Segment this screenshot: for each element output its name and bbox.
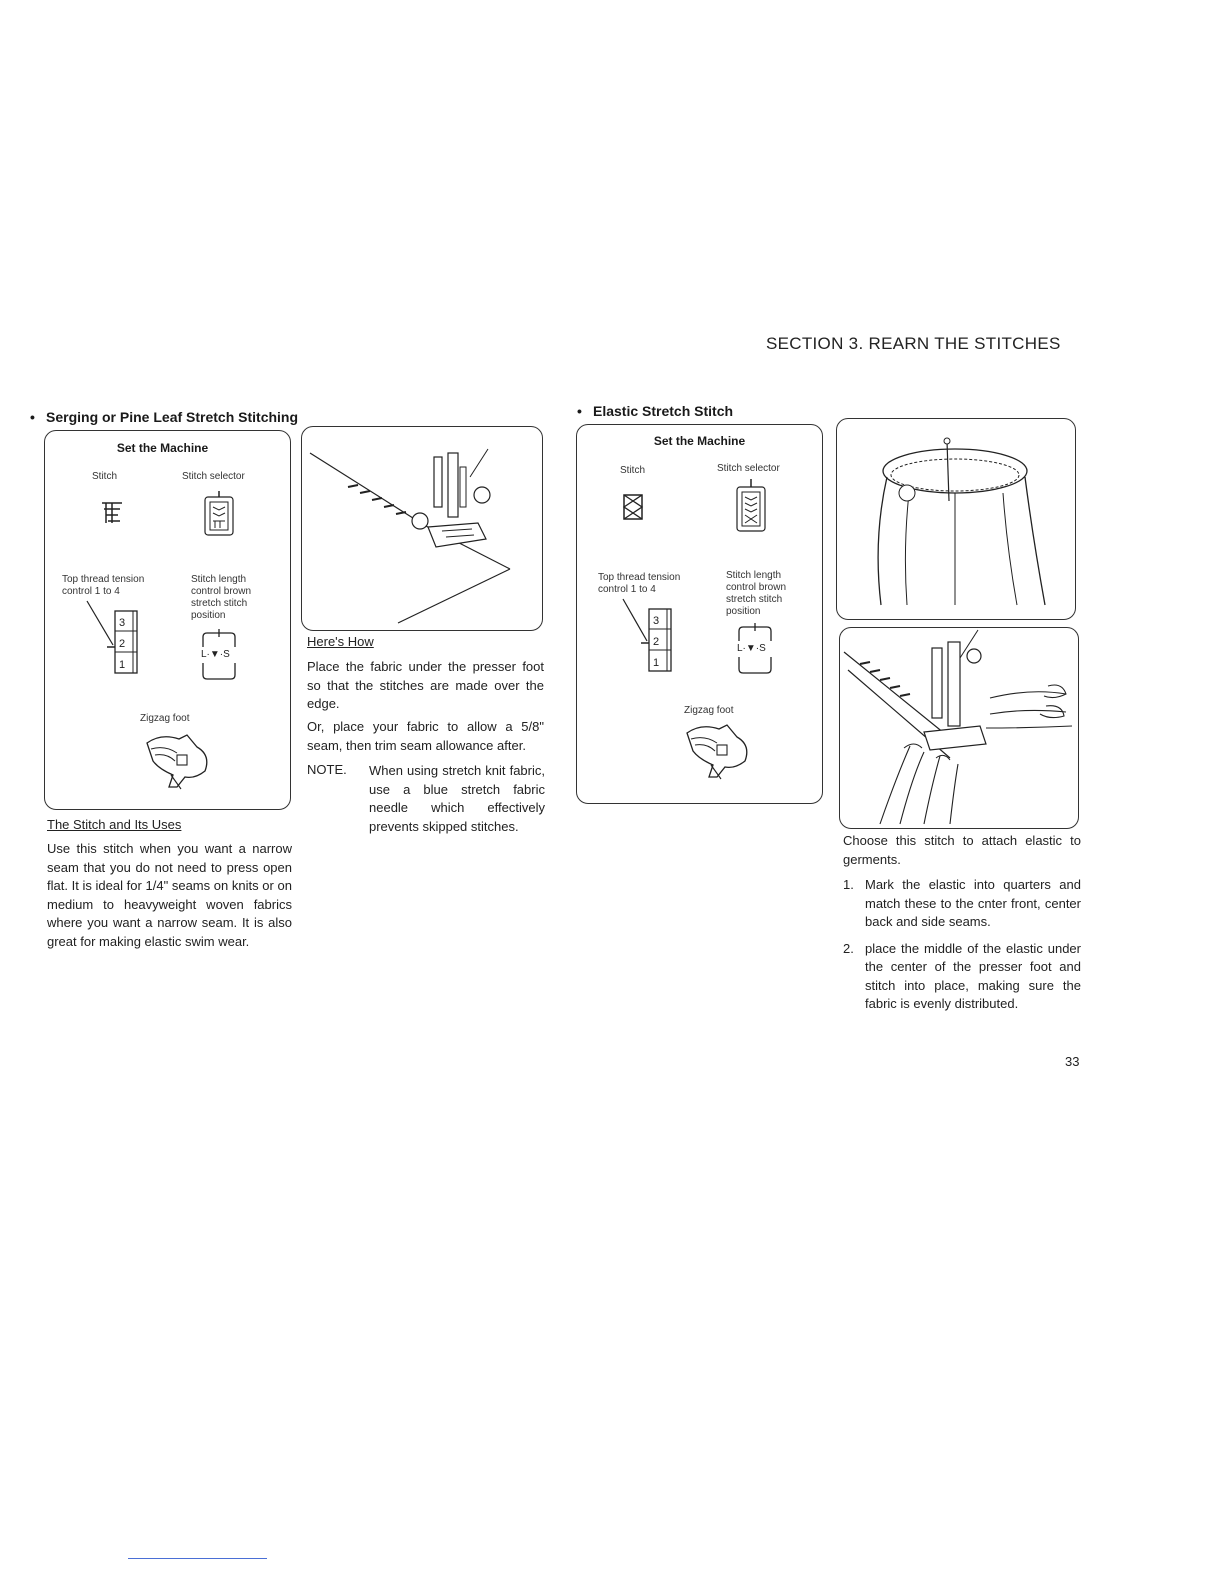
footer-rule — [128, 1558, 267, 1559]
heres-how-heading: Here's How — [307, 634, 374, 649]
elastic-steps-list — [843, 876, 1081, 1022]
garment-waistband-illustration — [837, 419, 1075, 619]
stitch-uses-text: Use this stitch when you want a narrow seam that you do not need to press open flat. It is ideal for 1/4" seams on knits or on medium to heavyweight woven fabrics where you want a narrow seam. It is also great for making elastic swim wear. — [47, 841, 292, 949]
section-header: SECTION 3. REARN THE STITCHES — [766, 334, 1061, 353]
list-item — [843, 876, 1081, 932]
list-item — [843, 940, 1081, 1014]
stitch-selector-icon — [203, 491, 235, 537]
elastic-sewing-illustration-panel — [839, 627, 1079, 829]
elastic-stitch-icon — [622, 493, 646, 521]
stitch-length-dial-icon — [195, 629, 245, 681]
tension-label: Top thread tension control 1 to 4 — [62, 574, 145, 597]
step-text: Mark the elastic into quarters and match these to the cnter front, center back and side seams. — [865, 877, 1081, 929]
stitch-selector-label: Stitch selector — [717, 463, 780, 474]
elastic-settings-panel — [576, 424, 823, 804]
elastic-heading — [577, 403, 733, 419]
presser-foot-edge-illustration — [302, 427, 542, 630]
stitch-selector-label: Stitch selector — [182, 471, 245, 482]
note-label: NOTE. — [307, 762, 347, 777]
dial-number-2: 2 — [653, 636, 660, 648]
tension-dial-icon — [621, 597, 691, 677]
serging-heading — [30, 409, 298, 425]
step-number: 1. — [843, 877, 854, 892]
zigzag-foot-label: Zigzag foot — [140, 713, 190, 724]
dial-number-1: 1 — [653, 657, 660, 669]
heres-how-paragraph-1: Place the fabric under the presser foot so that the stitches are made over the edge. — [307, 659, 544, 711]
zigzag-foot-icon — [681, 721, 755, 783]
elastic-intro-text: Choose this stitch to attach elastic to germents. — [843, 833, 1081, 867]
stitch-length-label: Stitch length control brown stretch stitch position — [726, 570, 787, 617]
stitch-length-dial-icon — [731, 623, 781, 675]
hands-guiding-fabric-illustration — [840, 628, 1078, 828]
zigzag-foot-icon — [141, 731, 215, 793]
serging-settings-panel — [44, 430, 291, 810]
stitch-label: Stitch — [620, 465, 646, 476]
garment-waistband-illustration-panel — [836, 418, 1076, 620]
tension-dial-icon — [85, 599, 155, 679]
dial-number-2: 2 — [119, 638, 126, 650]
length-dial-text: L·▼·S — [201, 649, 230, 660]
step-number: 2. — [843, 940, 854, 956]
serging-heading-text: Serging or Pine Leaf Stretch Stitching — [46, 409, 299, 425]
panel-title: Set the Machine — [116, 441, 209, 455]
step-text: place the middle of the elastic under the center of the presser foot and stitch into place, making sure the fabric is evenly distributed. — [865, 940, 1081, 1011]
heres-how-paragraph-2: Or, place your fabric to allow a 5/8" seam, then trim seam allowance after. — [307, 719, 544, 753]
page-number: 33 — [1065, 1054, 1080, 1069]
serging-stitch-icon — [100, 499, 124, 525]
dial-number-3: 3 — [653, 615, 660, 627]
stitch-selector-icon — [735, 479, 767, 533]
dial-number-1: 1 — [119, 659, 126, 671]
panel-title: Set the Machine — [653, 434, 746, 448]
note-text: When using stretch knit fabric, use a blue stretch fabric needle which effectively prevents skipped stitches. — [369, 763, 545, 834]
bullet: • — [30, 409, 35, 425]
dial-number-3: 3 — [119, 617, 126, 629]
stitch-uses-heading: The Stitch and Its Uses — [47, 817, 182, 832]
stitch-label: Stitch — [92, 471, 118, 482]
stitch-length-label: Stitch length control brown stretch stitch position — [191, 574, 252, 621]
zigzag-foot-label: Zigzag foot — [684, 705, 734, 716]
tension-label: Top thread tension control 1 to 4 — [598, 572, 681, 595]
length-dial-text: L·▼·S — [737, 643, 766, 654]
serging-illustration-panel — [301, 426, 543, 631]
elastic-heading-text: Elastic Stretch Stitch — [593, 403, 734, 419]
bullet: • — [577, 403, 582, 419]
